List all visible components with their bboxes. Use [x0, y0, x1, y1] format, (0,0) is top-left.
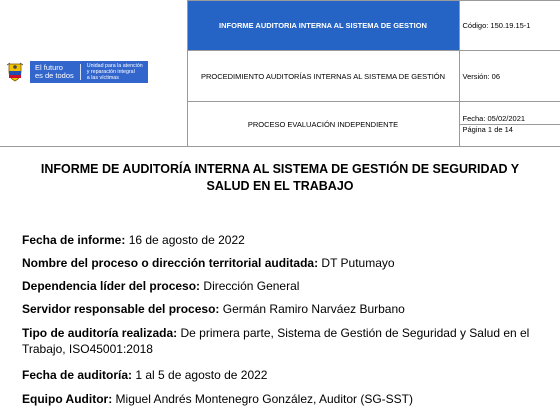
field-audit-type [22, 325, 547, 357]
report-title: INFORME DE AUDITORÍA INTERNA AL SISTEMA DE GESTIÓN DE SEGURIDAD Y SALUD EN EL TRABAJO [40, 162, 520, 193]
field-value: DT Putumayo [318, 256, 395, 270]
coat-of-arms-icon [6, 62, 24, 82]
field-audit-team [22, 391, 547, 407]
header-page: Página 1 de 14 [462, 124, 513, 134]
field-value: Germán Ramiro Narváez Burbano [219, 302, 405, 316]
brand-subtext: Unidad para la atención y reparación integral a las víctimas [86, 62, 143, 81]
field-report-date [22, 232, 547, 248]
header-process: PROCESO EVALUACIÓN INDEPENDIENTE [187, 102, 459, 147]
field-label: Servidor responsable del proceso: [22, 302, 220, 316]
document-header [0, 0, 560, 147]
brand-divider [80, 64, 81, 80]
field-label: Nombre del proceso o dirección territorial auditada: [22, 256, 319, 270]
field-process-name [22, 255, 547, 271]
field-label: Equipo Auditor: [22, 392, 113, 406]
header-date-page [459, 102, 560, 147]
logo-cell [0, 1, 187, 147]
field-value: 16 de agosto de 2022 [125, 233, 245, 247]
field-label: Fecha de informe: [22, 233, 126, 247]
field-responsible-official [22, 301, 547, 317]
field-value: Dirección General [200, 279, 300, 293]
field-label: Dependencia líder del proceso: [22, 279, 201, 293]
header-version: Versión: 06 [459, 51, 560, 102]
logo [6, 61, 148, 83]
header-title: INFORME AUDITORIA INTERNA AL SISTEMA DE GESTION [187, 1, 459, 51]
field-value: 1 al 5 de agosto de 2022 [132, 368, 268, 382]
field-value: Miguel Andrés Montenegro González, Auditor (SG-SST) [112, 392, 414, 406]
field-lead-dependency [22, 278, 547, 294]
header-code: Código: 150.19.15-1 [459, 1, 560, 51]
header-date: Fecha: 05/02/2021 [460, 114, 560, 125]
field-value: De primera parte, Sistema de Gestión de Seguridad y Salud en el Trabajo, ISO45001:2018 [22, 326, 530, 356]
field-label: Fecha de auditoría: [22, 368, 133, 382]
brand-text: El futuro es de todos [35, 62, 74, 80]
header-procedure: PROCEDIMIENTO AUDITORÍAS INTERNAS AL SISTEMA DE GESTIÓN [187, 51, 459, 102]
brand-banner [30, 61, 148, 83]
field-label: Tipo de auditoría realizada: [22, 326, 178, 340]
field-audit-date [22, 367, 547, 383]
